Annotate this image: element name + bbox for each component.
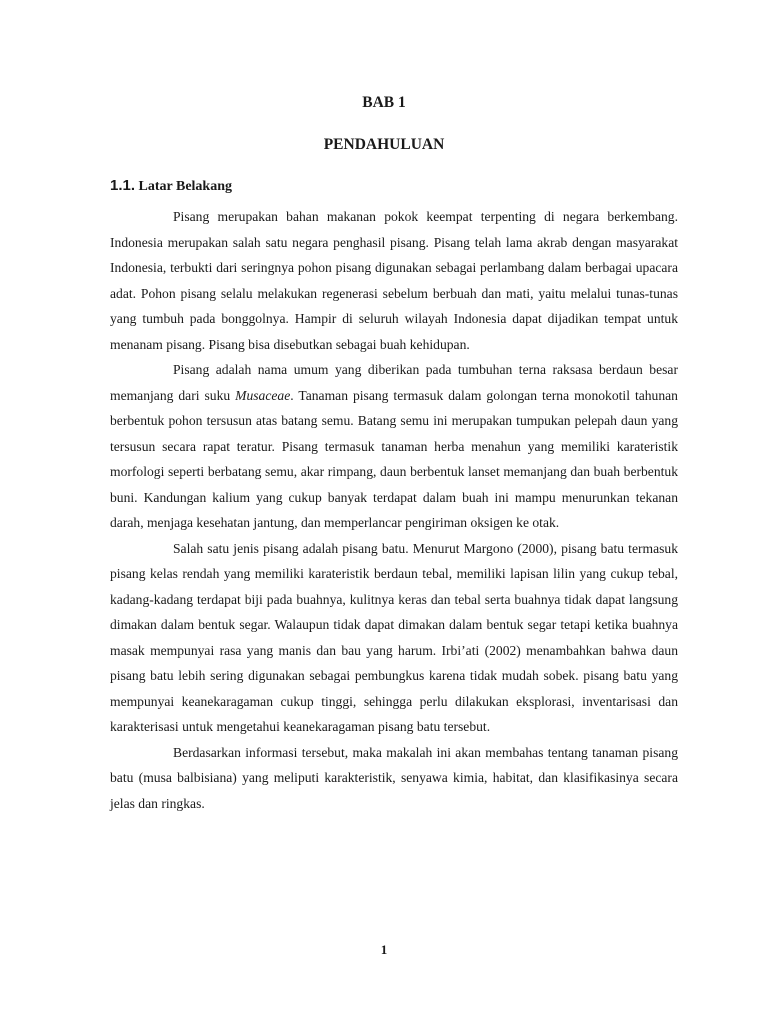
- paragraph-2: [110, 357, 678, 536]
- paragraph-2-text-b: . Tanaman pisang termasuk dalam golongan terna monokotil tahunan berbentuk pohon tersusun atas batang semu. Batang semu ini merupakan tumpukan pelepah daun yang tersusun secara rapat teratur. Pisang termasuk tanaman herba menahun yang memiliki karateristik morfologi seperti berbatang semu, akar rimpang, daun berbentuk lanset memanjang dan buah berbentuk buni. Kandungan kalium yang cukup banyak terdapat dalam buah ini mampu menurunkan tekanan darah, menjaga kesehatan jantung, dan memperlancar pengiriman oksigen ke otak.: [110, 387, 678, 530]
- paragraph-2-text-a: Pisang adalah nama umum yang diberikan pada tumbuhan terna raksasa berdaun besar memanjang dari suku: [110, 362, 678, 403]
- chapter-number: BAB 1: [362, 94, 406, 111]
- body-text: [110, 204, 678, 816]
- paragraph-1: [110, 204, 678, 357]
- chapter-title: PENDAHULUAN: [323, 136, 445, 153]
- section-title: Latar Belakang: [138, 179, 233, 194]
- paragraph-3-text: Salah satu jenis pisang adalah pisang batu. Menurut Margono (2000), pisang batu termasuk pisang kelas rendah yang memiliki karateristik berdaun tebal, memiliki lapisan lilin yang cukup tebal, kadang-kadang terdapat biji pada buahnya, kulitnya keras dan tebal serta buahnya tidak dapat langsung dimakan dalam bentuk segar. Walaupun tidak dapat dimakan dalam bentuk segar tetapi ketika buahnya masak mempunyai rasa yang manis dan bau yang harum. Irbi’ati (2002) menambahkan bahwa daun pisang batu lebih sering digunakan sebagai pembungkus karena tidak mudah sobek. pisang batu yang mempunyai keanekaragaman cukup tinggi, sehingga perlu dilakukan eksplorasi, inventarisasi dan karakterisasi untuk mengetahui keanekaragaman pisang batu tersebut.: [110, 540, 678, 734]
- paragraph-1-text: Pisang merupakan bahan makanan pokok keempat terpenting di negara berkembang. Indonesia merupakan salah satu negara penghasil pisang. Pisang telah lama akrab dengan masyarakat Indonesia, terbukti dari seringnya pohon pisang digunakan sebagai perlambang dalam berbagai upacara adat. Pohon pisang selalu melakukan regenerasi sebelum berbuah dan mati, yaitu melalui tunas-tunas yang tumbuh pada bonggolnya. Hampir di seluruh wilayah Indonesia dapat dijadikan tempat untuk menanam pisang. Pisang bisa disebutkan sebagai buah kehidupan.: [110, 209, 678, 352]
- page-number: 1: [380, 942, 388, 957]
- section-number: 1.1.: [110, 177, 136, 194]
- paragraph-4: [110, 740, 678, 817]
- paragraph-3: [110, 536, 678, 740]
- paragraph-4-text: Berdasarkan informasi tersebut, maka makalah ini akan membahas tentang tanaman pisang batu (musa balbisiana) yang meliputi karakteristik, senyawa kimia, habitat, dan klasifikasinya secara jelas dan ringkas.: [110, 744, 678, 811]
- paragraph-2-italic-term: Musaceae: [235, 387, 291, 403]
- section-heading: [110, 177, 232, 195]
